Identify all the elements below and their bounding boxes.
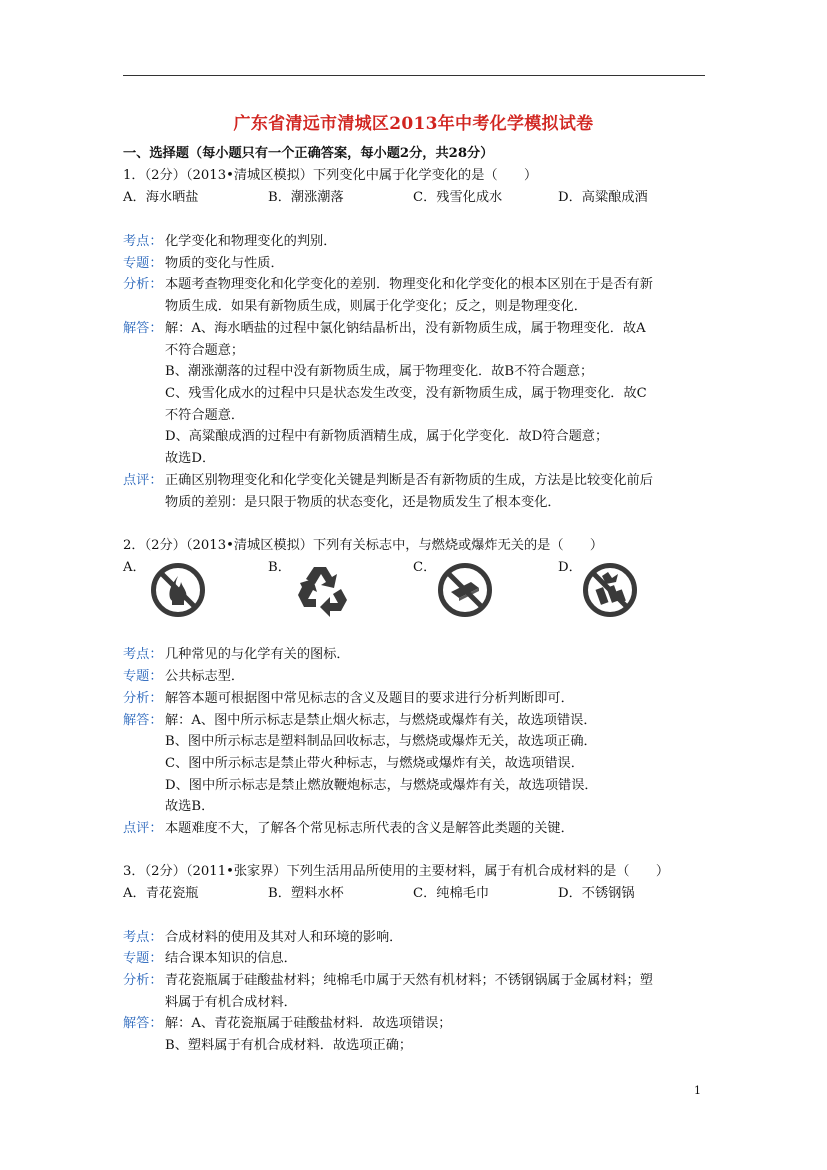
q1-jieda-line: D、高粱酿成酒的过程中有新物质酒精生成，属于化学变化．故D符合题意； [165, 429, 609, 444]
q2-option-b: B． [268, 560, 291, 575]
q1-jieda-line: B、潮涨潮落的过程中没有新物质生成，属于物理变化．故B不符合题意； [165, 364, 594, 379]
q2-jieda-line: B、图中所示标志是塑料制品回收标志，与燃烧或爆炸无关，故选项正确． [165, 734, 597, 749]
q3-stem: 3．（2分）（2011•张家界）下列生活用品所使用的主要材料，属于有机合成材料的是（ ） [123, 864, 670, 879]
q1-jieda-line: 不符合题意． [165, 408, 245, 423]
q2-option-a: A． [123, 560, 146, 575]
q1-zhuanti-label: 专题： [123, 256, 163, 271]
q2-jieda-line: 故选B． [165, 799, 215, 814]
q3-kaodian-label: 考点： [123, 930, 163, 945]
q2-zhuanti-label: 专题： [123, 669, 163, 684]
no-fire-sign-icon [150, 562, 206, 618]
q3-kaodian: 合成材料的使用及其对人和环境的影响． [165, 930, 403, 945]
q3-fenxi-label: 分析： [123, 973, 163, 988]
q2-jieda-line: 解：A、图中所示标志是禁止烟火标志，与燃烧或爆炸有关，故选项错误． [165, 713, 597, 728]
q1-dianping-label: 点评： [123, 473, 163, 488]
q2-stem: 2．（2分）（2013•清城区模拟）下列有关标志中，与燃烧或爆炸无关的是（ ） [123, 538, 604, 553]
q3-fenxi-line: 料属于有机合成材料． [165, 995, 297, 1010]
q3-jieda-line: B、塑料属于有机合成材料．故选项正确； [165, 1038, 413, 1053]
q2-fenxi-line: 解答本题可根据图中常见标志的含义及题目的要求进行分析判断即可． [165, 691, 574, 706]
q1-fenxi-line: 本题考查物理变化和化学变化的差别．物理变化和化学变化的根本区别在于是否有新 [165, 277, 653, 292]
q1-fenxi-label: 分析： [123, 277, 163, 292]
q1-jieda-label: 解答： [123, 321, 163, 336]
q2-kaodian-label: 考点： [123, 647, 163, 662]
header-rule [123, 75, 705, 76]
q2-kaodian: 几种常见的与化学有关的图标． [165, 647, 350, 662]
no-torch-sign-icon [437, 562, 493, 618]
q3-zhuanti: 结合课本知识的信息． [165, 951, 297, 966]
q1-dianping-line: 物质的差别：是只限于物质的状态变化，还是物质发生了根本变化． [165, 495, 561, 510]
q2-fenxi-label: 分析： [123, 691, 163, 706]
q1-option-b: B．潮涨潮落 [268, 190, 344, 205]
q1-jieda-line: 故选D． [165, 451, 216, 466]
page-number: 1 [694, 1084, 701, 1097]
q3-jieda-line: 解：A、青花瓷瓶属于硅酸盐材料．故选项错误； [165, 1016, 452, 1031]
q2-zhuanti: 公共标志型． [165, 669, 245, 684]
q2-dianping-label: 点评： [123, 821, 163, 836]
q1-jieda-line: C、残雪化成水的过程中只是状态发生改变，没有新物质生成，属于物理变化．故C [165, 386, 647, 401]
q2-option-c: C． [413, 560, 437, 575]
q1-jieda-line: 不符合题意； [165, 343, 245, 358]
q2-jieda-line: D、图中所示标志是禁止燃放鞭炮标志，与燃烧或爆炸有关，故选项错误． [165, 778, 598, 793]
q3-jieda-label: 解答： [123, 1016, 163, 1031]
q2-option-d: D． [558, 560, 582, 575]
q3-zhuanti-label: 专题： [123, 951, 163, 966]
q2-jieda-line: C、图中所示标志是禁止带火种标志，与燃烧或爆炸有关，故选项错误． [165, 756, 584, 771]
q3-option-a: A．青花瓷瓶 [123, 886, 199, 901]
q1-option-c: C．残雪化成水 [413, 190, 503, 205]
q1-fenxi-line: 物质生成．如果有新物质生成，则属于化学变化；反之，则是物理变化． [165, 299, 587, 314]
q1-kaodian-label: 考点： [123, 234, 163, 249]
q1-jieda-line: 解：A、海水晒盐的过程中氯化钠结晶析出，没有新物质生成，属于物理变化．故A [165, 321, 646, 336]
q2-dianping-line: 本题难度不大，了解各个常见标志所代表的含义是解答此类题的关键． [165, 821, 574, 836]
q1-dianping-line: 正确区别物理变化和化学变化关键是判断是否有新物质的生成，方法是比较变化前后 [165, 473, 653, 488]
q3-option-c: C．纯棉毛巾 [413, 886, 490, 901]
q3-option-b: B．塑料水杯 [268, 886, 344, 901]
q1-zhuanti: 物质的变化与性质． [165, 256, 284, 271]
section-heading: 一、选择题（每小题只有一个正确答案，每小题2分，共28分） [123, 146, 494, 161]
q3-fenxi-line: 青花瓷瓶属于硅酸盐材料；纯棉毛巾属于天然有机材料；不锈钢锅属于金属材料；塑 [165, 973, 653, 988]
q2-jieda-label: 解答： [123, 713, 163, 728]
q1-option-d: D．高粱酿成酒 [558, 190, 648, 205]
q1-option-a: A．海水晒盐 [123, 190, 199, 205]
recycle-sign-icon [294, 561, 350, 617]
no-firecracker-sign-icon [582, 562, 638, 618]
page-title: 广东省清远市清城区2013年中考化学模拟试卷 [233, 114, 594, 134]
q1-stem: 1．（2分）（2013•清城区模拟）下列变化中属于化学变化的是（ ） [123, 168, 538, 183]
q1-kaodian: 化学变化和物理变化的判别． [165, 234, 337, 249]
q3-option-d: D．不锈钢锅 [558, 886, 635, 901]
